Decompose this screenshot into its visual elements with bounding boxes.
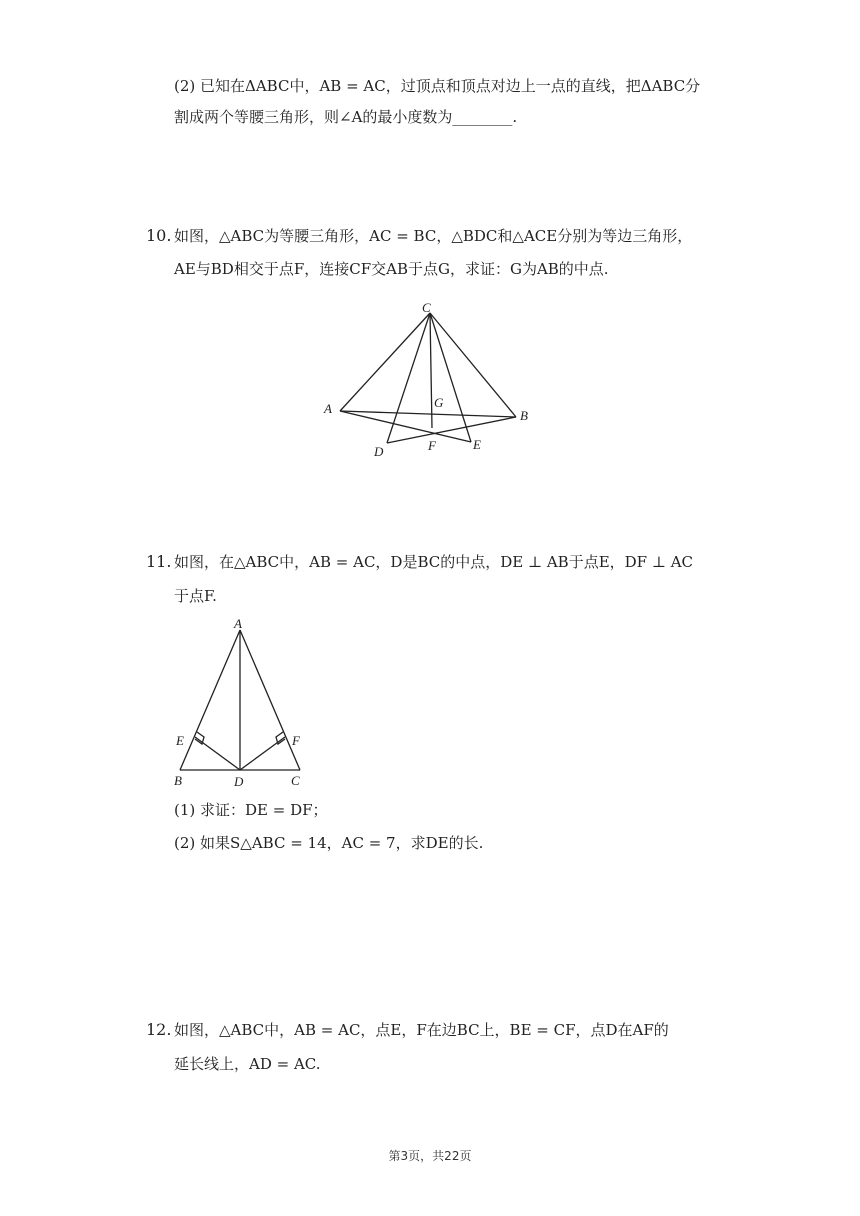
q11-label-d: D (234, 774, 244, 789)
q10-label-f: F (428, 438, 436, 453)
q10-label-b: B (520, 408, 528, 423)
q10-label-g: G (434, 395, 444, 410)
q12-line1: 如图，△ABC中，AB = AC，点E，F在边BC上，BE = CF，点D在AF的 (174, 1021, 669, 1039)
page-footer: 第3页，共22页 (388, 1149, 472, 1163)
q10-line2: AE与BD相交于点F，连接CF交AB于点G，求证：G为AB的中点. (174, 260, 609, 278)
q11-number: 11. (146, 552, 172, 571)
q11-sub2: (2) 如果S△ABC = 14，AC = 7，求DE的长. (174, 834, 484, 852)
q11-label-a: A (234, 616, 242, 631)
q9-part2-line1: (2) 已知在ΔABC中，AB = AC，过顶点和顶点对边上一点的直线，把ΔABC分 (174, 77, 701, 95)
q12-line2: 延长线上，AD = AC. (174, 1055, 321, 1073)
q11-label-c: C (291, 773, 300, 788)
q10-label-a: A (324, 401, 332, 416)
q10-label-d: D (374, 444, 384, 459)
q10-label-c: C (422, 300, 431, 315)
q11-sub1: (1) 求证：DE = DF； (174, 801, 328, 819)
q10-line1: 如图，△ABC为等腰三角形，AC = BC，△BDC和△ACE分别为等边三角形， (174, 227, 693, 245)
q11-label-e: E (176, 733, 184, 748)
q11-line2: 于点F. (174, 587, 217, 605)
q12-number: 12. (146, 1020, 172, 1039)
q10-number: 10. (146, 226, 172, 245)
q11-line1: 如图，在△ABC中，AB = AC，D是BC的中点，DE ⊥ AB于点E，DF ⊥ AC (174, 553, 694, 571)
q10-label-e: E (473, 437, 481, 452)
q11-label-f: F (292, 733, 300, 748)
q11-label-b: B (174, 773, 182, 788)
q11-figure (168, 612, 318, 792)
q10-figure (316, 296, 546, 462)
q9-part2-line2: 割成两个等腰三角形，则∠A的最小度数为________. (174, 108, 518, 126)
